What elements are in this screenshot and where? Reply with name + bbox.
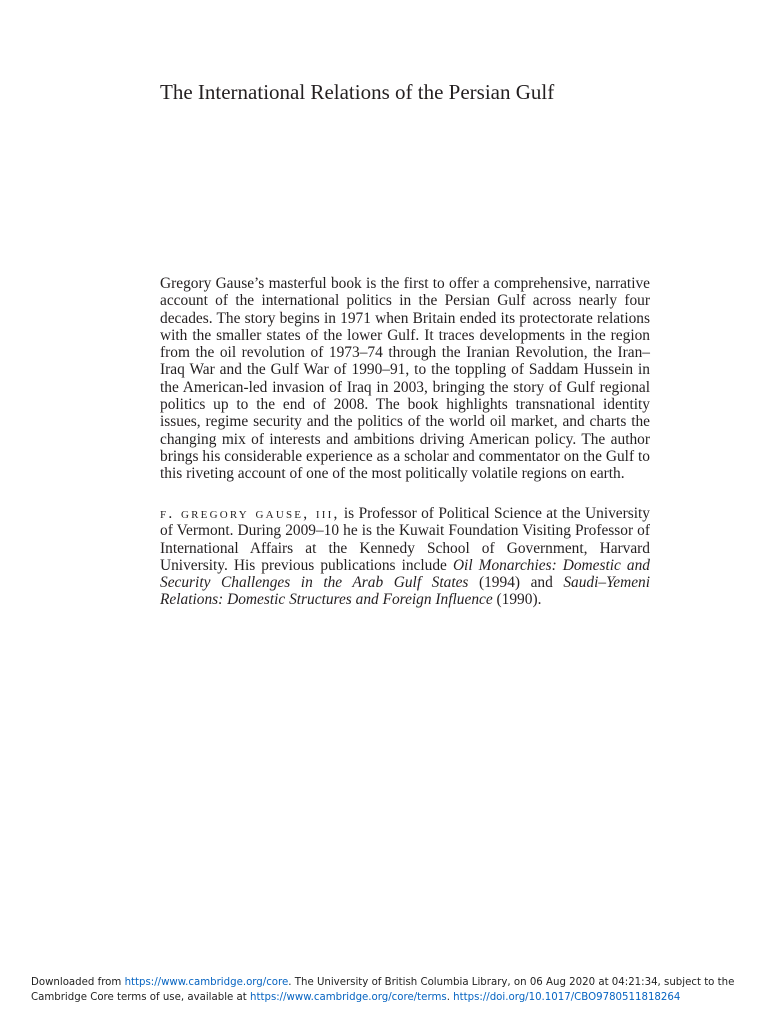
author-name: f. gregory gause, iii, [160, 505, 340, 522]
author-bio [160, 505, 650, 609]
doi-link[interactable]: https://doi.org/10.1017/CBO9780511818264 [453, 992, 681, 1003]
bio-text-3: (1990). [492, 591, 542, 609]
bio-book-title-1: Oil Monarchies: Domestic and Security Challenges in the Arab Gulf States [160, 556, 651, 592]
cambridge-core-link[interactable]: https://www.cambridge.org/core [124, 977, 289, 988]
footer-separator: . [446, 992, 454, 1003]
footer-middle: . The University of British Columbia Library, on 06 Aug 2020 at 04:21:34, subject to the Cambridge Core terms of use, available at [31, 977, 735, 1003]
bio-book-title-2: Saudi–Yemeni Relations: Domestic Structures and Foreign Influence [160, 574, 650, 609]
footer-prefix: Downloaded from [31, 977, 125, 988]
book-description: Gregory Gause’s masterful book is the first to offer a comprehensive, narrative account of the international politics in the Persian Gulf across nearly four decades. The story begins in 1971 when Britain ended its protectorate relations with the smaller states of the lower Gulf. It traces developments in the region from the oil revolution of 1973–74 through the Iranian Revolution, the Iran–Iraq War and the Gulf War of 1990–91, to the toppling of Saddam Hussein in the American-led invasion of Iraq in 2003, bringing the story of Gulf regional politics up to the end of 2008. The book highlights transnational identity issues, regime security and the politics of the world oil market, and charts the changing mix of interests and ambitions driving American policy. The author brings his considerable experience as a scholar and commentator on the Gulf to this riveting account of one of the most politically volatile regions on earth. [160, 275, 650, 483]
bio-text-2: (1994) and [468, 574, 564, 592]
terms-link[interactable]: https://www.cambridge.org/core/terms [250, 992, 447, 1003]
page-title: The International Relations of the Persian Gulf [160, 80, 555, 104]
download-footer [31, 975, 741, 1005]
bio-text-1: is Professor of Political Science at the University of Vermont. During 2009–10 he is the Kuwait Foundation Visiting Professor of International Affairs at the Kennedy School of Government, Harvard University. His previous publications include [160, 505, 650, 574]
